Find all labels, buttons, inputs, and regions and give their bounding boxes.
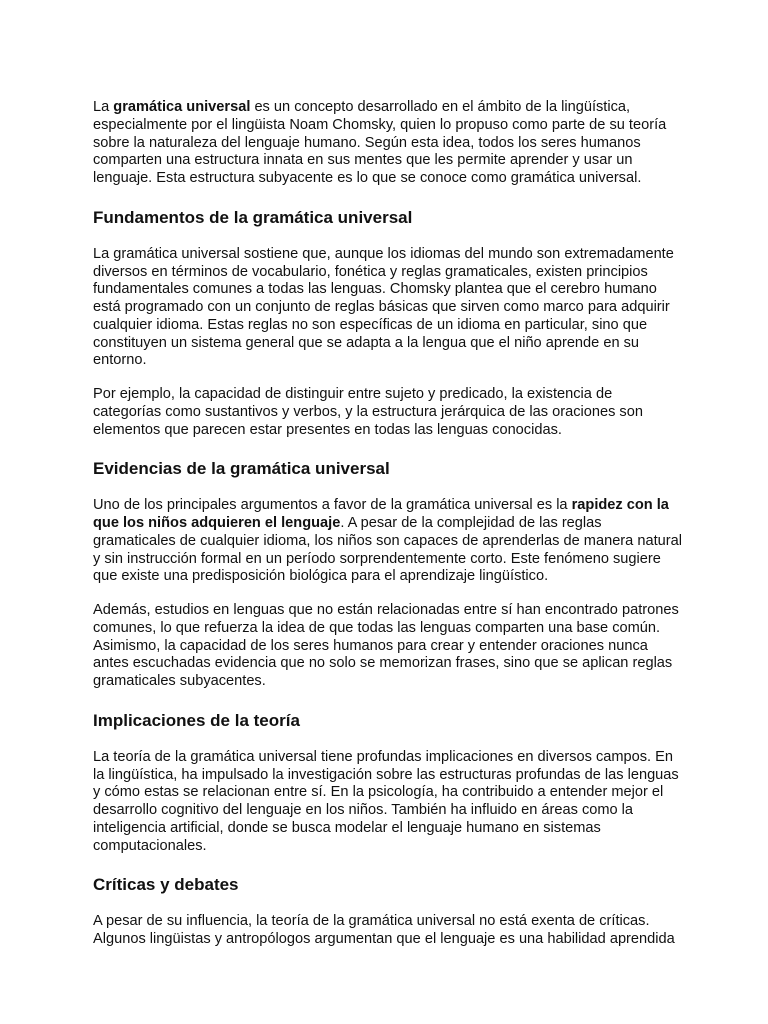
intro-bold-term: gramática universal bbox=[113, 99, 251, 115]
evidencias-bold-phrase: rapidez con la que los niños adquieren el lenguaje bbox=[93, 497, 669, 531]
intro-text-rest: es un concepto desarrollado en el ámbito de la lingüística, especialmente por el lingüista Noam Chomsky, quien lo propuso como parte de su teoría sobre la naturaleza del lenguaje humano. Según esta idea, todos los seres humanos comparten una estructura innata en sus mentes que les permite aprender y usar un lenguaje. Esta estructura subyacente es lo que se conoce como gramática universal. bbox=[93, 99, 667, 186]
section-heading-implicaciones: Implicaciones de la teoría bbox=[93, 710, 300, 730]
section-heading-fundamentos: Fundamentos de la gramática universal bbox=[93, 207, 413, 227]
evidencias-text-rest: . A pesar de la complejidad de las reglas gramaticales de cualquier idioma, los niños son capaces de aprenderlas de manera natural y sin instrucción formal en un período sorprendentemente corto. Este fenómeno sugiere que existe una predisposición biológica para el aprendizaje lingüístico. bbox=[93, 515, 682, 585]
fundamentos-paragraph-2: Por ejemplo, la capacidad de distinguir entre sujeto y predicado, la existencia de categorías como sustantivos y verbos, y la estructura jerárquica de las oraciones son elementos que parecen estar presentes en todas las lenguas conocidas. bbox=[93, 386, 643, 438]
section-heading-evidencias: Evidencias de la gramática universal bbox=[93, 459, 390, 479]
criticas-paragraph-1: A pesar de su influencia, la teoría de la gramática universal no está exenta de críticas. Algunos lingüistas y antropólogos argumentan que el lenguaje es una habilidad aprendida bbox=[93, 913, 675, 947]
intro-text-start: La bbox=[93, 99, 114, 115]
evidencias-paragraph-1 bbox=[93, 497, 683, 586]
evidencias-text-start: Uno de los principales argumentos a favor de la gramática universal es la bbox=[93, 497, 572, 514]
document-page bbox=[93, 99, 683, 949]
section-heading-criticas: Críticas y debates bbox=[93, 875, 239, 895]
evidencias-paragraph-2: Además, estudios en lenguas que no están relacionadas entre sí han encontrado patrones comunes, lo que refuerza la idea de que todas las lenguas comparten una base común. Asimismo, la capacidad de los seres humanos para crear y entender oraciones nunca antes escuchadas evidencia que no solo se memorizan frases, sino que se aplican reglas gramaticales subyacentes. bbox=[93, 602, 679, 689]
intro-paragraph bbox=[93, 99, 683, 188]
implicaciones-paragraph-1: La teoría de la gramática universal tiene profundas implicaciones en diversos campos. En la lingüística, ha impulsado la investigación sobre las estructuras profundas de las lenguas y cómo estas se relacionan entre sí. En la psicología, ha contribuido a entender mejor el desarrollo cognitivo del lenguaje en los niños. También ha influido en áreas como la inteligencia artificial, donde se busca modelar el lenguaje humano en sistemas computacionales. bbox=[93, 748, 679, 854]
fundamentos-paragraph-1: La gramática universal sostiene que, aunque los idiomas del mundo son extremadamente diversos en términos de vocabulario, fonética y reglas gramaticales, existen principios fundamentales comunes a todas las lenguas. Chomsky plantea que el cerebro humano está programado con un conjunto de reglas básicas que sirven como marco para adquirir cualquier idioma. Estas reglas no son específicas de un idioma en particular, sino que constituyen un sistema general que se adapta a la lengua que el niño aprende en su entorno. bbox=[93, 245, 674, 369]
